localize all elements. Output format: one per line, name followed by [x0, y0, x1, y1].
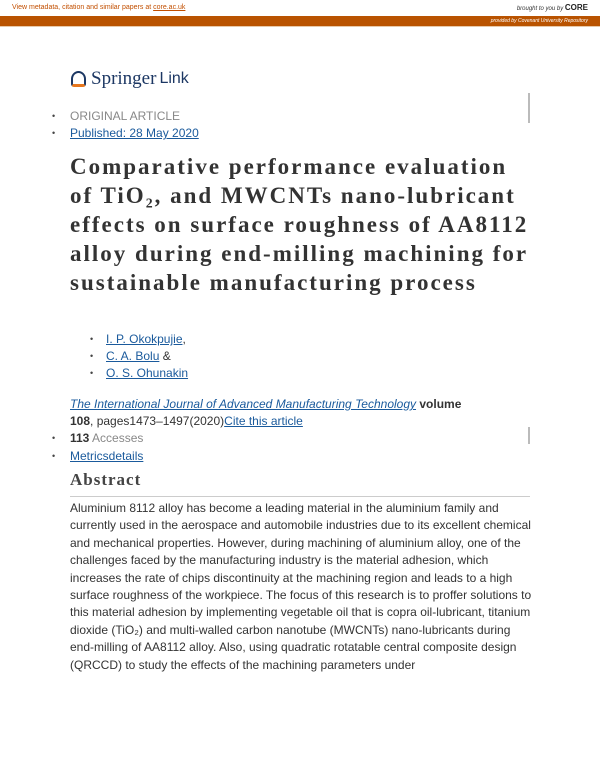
abstract-heading: Abstract [70, 470, 142, 489]
abstract-rule [70, 496, 530, 497]
journal-link[interactable]: The International Journal of Advanced Manufacturing Technology [70, 397, 417, 411]
metrics-details-link[interactable]: Metricsdetails [70, 449, 144, 463]
article-title: Comparative performance evaluation of TiO₂, and MWCNTs nano-lubricant effects on surface roughness of AA8112 alloy during end-milling machining for sustainable manufacturing process [70, 154, 529, 295]
cite-link[interactable]: Cite this article [224, 414, 303, 428]
accesses-label: Accesses [89, 431, 144, 445]
divider [528, 93, 530, 123]
published-date-link[interactable]: Published: 28 May 2020 [70, 126, 199, 140]
core-banner [0, 0, 600, 16]
author-item [90, 348, 188, 365]
core-logo: CORE [564, 3, 588, 12]
pages: , pages1473–1497(2020) [90, 414, 225, 428]
volume: volume 108 [70, 397, 462, 428]
author-link[interactable]: O. S. Ohunakin [106, 366, 189, 380]
author-link[interactable]: I. P. Okokpujie [106, 332, 183, 346]
article-type: • ORIGINAL ARTICLE [52, 108, 199, 125]
springer-link-logo[interactable] [71, 68, 189, 90]
logo-link-text: Link [159, 70, 189, 87]
journal-info [70, 396, 470, 430]
provided-band [0, 16, 600, 27]
provided-text: provided by Covenant University Repository [490, 18, 588, 24]
accesses-count: 113 [70, 431, 90, 445]
core-link[interactable]: core.ac.uk [153, 4, 186, 11]
article-meta [52, 108, 199, 142]
divider [528, 427, 530, 444]
core-metadata-text: View metadata, citation and similar papers at [12, 4, 154, 11]
author-sep: , [182, 332, 186, 346]
author-item [90, 331, 188, 348]
logo-brand: Springer [91, 68, 157, 89]
metrics-list [52, 429, 143, 465]
author-list [90, 331, 188, 382]
author-link[interactable]: C. A. Bolu [106, 349, 160, 363]
author-item [90, 365, 188, 382]
abstract-text: Aluminium 8112 alloy has become a leading material in the aluminium family and currently used in the aerospace and automobile industries due to its excellent chemical and mechanical properties. However, during machining of aluminium alloy, one of the challenges faced by the manufacturing industry is the material adhesion, which increases the rate of chips discontinuity at the machining region and leads to a high surface roughness of the workpiece. The focus of this research is to proffer solutions to this material adhesion by implementing vegetable oil that is copra oil-lubricant, titanium dioxide (TiO₂) and multi-walled carbon nanotube (MWCNTs) nano-lubricants during end-milling of AA8112 alloy. Also, using quadratic rotatable central composite design (QRCCD) to study the effects of the machining parameters under [70, 501, 532, 672]
brought-text: brought to you by [516, 6, 564, 12]
author-sep: & [159, 349, 171, 363]
springer-horse-icon [71, 71, 86, 87]
